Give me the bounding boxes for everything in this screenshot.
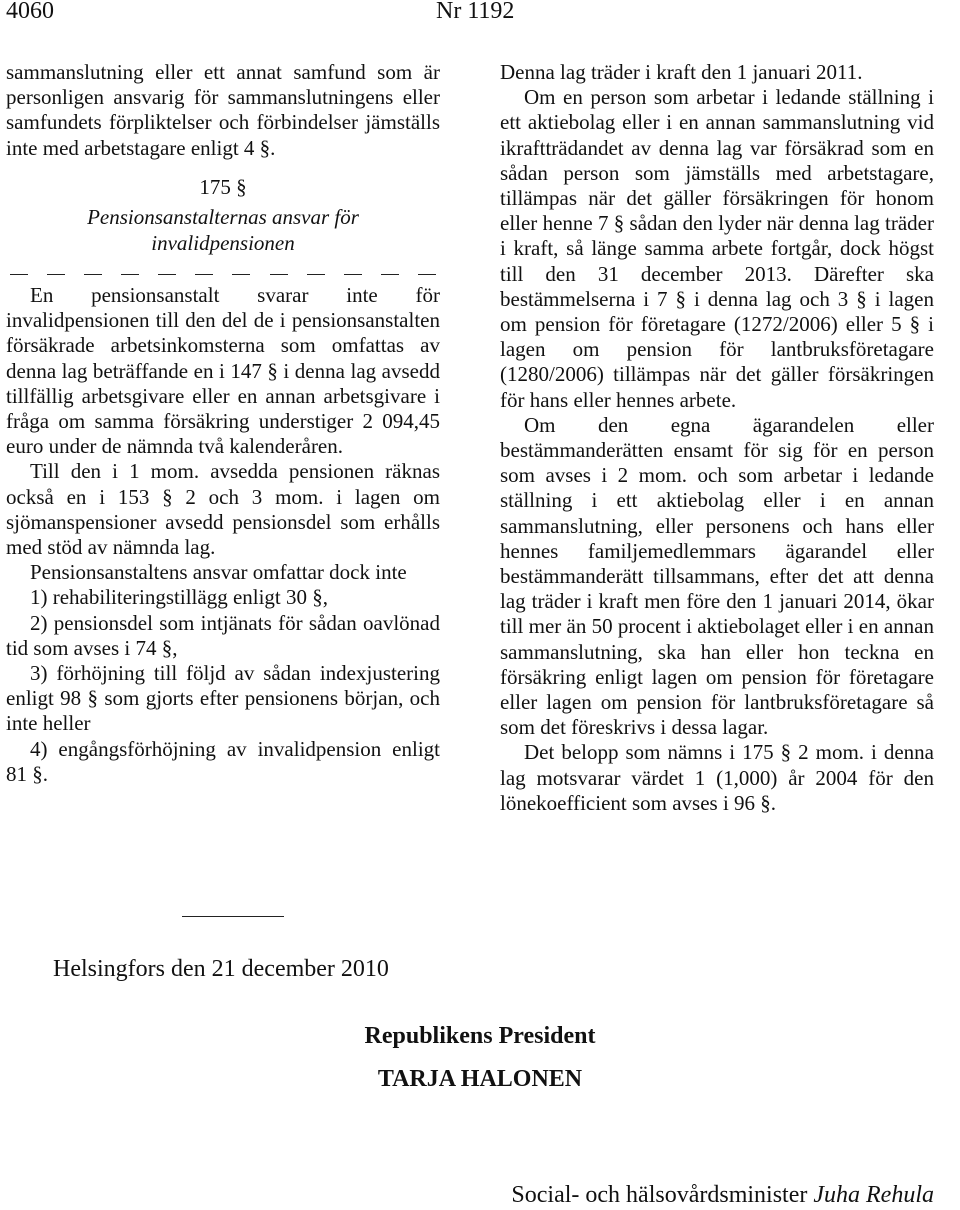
section-end-rule bbox=[182, 916, 284, 917]
right-column bbox=[500, 60, 934, 816]
section-title bbox=[6, 204, 440, 256]
amendment-dash-line bbox=[6, 274, 440, 275]
left-paragraph-3: Till den i 1 mom. avsedda pensionen räknas också en i 153 § 2 och 3 mom. i lagen om sjömanspensioner avsedd pensionsdel som erhålls med stöd av nämnda lag. bbox=[6, 459, 440, 560]
list-item-3: 3) förhöjning till följd av sådan indexjustering enligt 98 § som gjorts efter pensionens början, och inte heller bbox=[6, 661, 440, 736]
right-paragraph-2: Om en person som arbetar i ledande ställning i ett aktiebolag eller i en annan sammanslutning vid ikraftträdandet av denna lag var försäkrad som en sådan person som jämställs med arbetstagare, tillämpas när det gäller försäkringen för honom eller henne 7 § sådan den lyder när denna lag träder i kraft, så länge samma arbete fortgår, dock högst till den 31 december 2013. Därefter ska bestämmelserna i 7 § i denna lag och 3 § i lagen om pension för företagare (1272/2006) eller 5 § i lagen om pension för lantbruksföretagare (1280/2006) tillämpas när det gäller försäkringen för hans eller hennes arbete. bbox=[500, 85, 934, 412]
left-column bbox=[6, 60, 440, 787]
left-paragraph-4: Pensionsanstaltens ansvar omfattar dock inte bbox=[30, 560, 407, 585]
right-paragraph-1: Denna lag träder i kraft den 1 januari 2011. bbox=[500, 60, 863, 84]
minister-name: Juha Rehula bbox=[813, 1182, 934, 1208]
right-paragraph-4: Det belopp som nämns i 175 § 2 mom. i denna lag motsvarar värdet 1 (1,000) år 2004 för den lönekoefficient som avses i 96 §. bbox=[500, 740, 934, 815]
list-item-1: 1) rehabiliteringstillägg enligt 30 §, bbox=[30, 585, 329, 610]
page-number: 4060 bbox=[6, 0, 54, 24]
minister-signature bbox=[511, 1180, 934, 1210]
president-name: TARJA HALONEN bbox=[377, 1066, 583, 1092]
list-item-4: 4) engångsförhöjning av invalidpension enligt 81 §. bbox=[6, 736, 440, 786]
minister-title: Social- och hälsovårdsminister bbox=[511, 1182, 808, 1208]
president-title: Republikens President bbox=[364, 1023, 596, 1049]
section-number: 175 § bbox=[199, 174, 247, 199]
section-title-line-1: Pensionsanstalternas ansvar för bbox=[87, 205, 359, 230]
left-paragraph-1: sammanslutning eller ett annat samfund som är personligen ansvarig för sammanslutningens eller samfundets förpliktelser och förbindelser jämställs inte med arbetstagare enligt 4 §. bbox=[6, 60, 440, 160]
list-item-2: 2) pensionsdel som intjänats för sådan oavlönad tid som avses i 74 §, bbox=[6, 610, 440, 660]
right-paragraph-3: Om den egna ägarandelen eller bestämmanderätten ensamt för sig för en person som avses i 2 mom. och som arbetar i ledande ställning i ett aktiebolag eller i en annan sammanslutning, eller personens och hans eller hennes familjemedlemmars ägarandel eller bestämmanderätt tillsammans, efter det att denna lag träder i kraft men före den 1 januari 2014, ökar till mer än 50 procent i aktiebolaget eller i en annan sammanslutning, ska han eller hon teckna en försäkring enligt lagen om pension för företagare eller lagen om pension för lantbruksföretagare så som det föreskrivs i dessa lagar. bbox=[500, 412, 934, 740]
place-date: Helsingfors den 21 december 2010 bbox=[53, 956, 389, 982]
left-paragraph-2: En pensionsanstalt svarar inte för invalidpensionen till den del de i pensionsanstalten försäkrade arbetsinkomsterna som omfattas av denna lag beträffande en i 147 § i denna lag avsedd tillfällig arbetsgivare eller en annan arbetsgivare i fråga om samma försäkring understiger 2 094,45 euro under de nämnda två kalenderåren. bbox=[6, 283, 440, 459]
issue-number: Nr 1192 bbox=[436, 0, 515, 24]
section-title-line-2: invalidpensionen bbox=[151, 231, 295, 256]
